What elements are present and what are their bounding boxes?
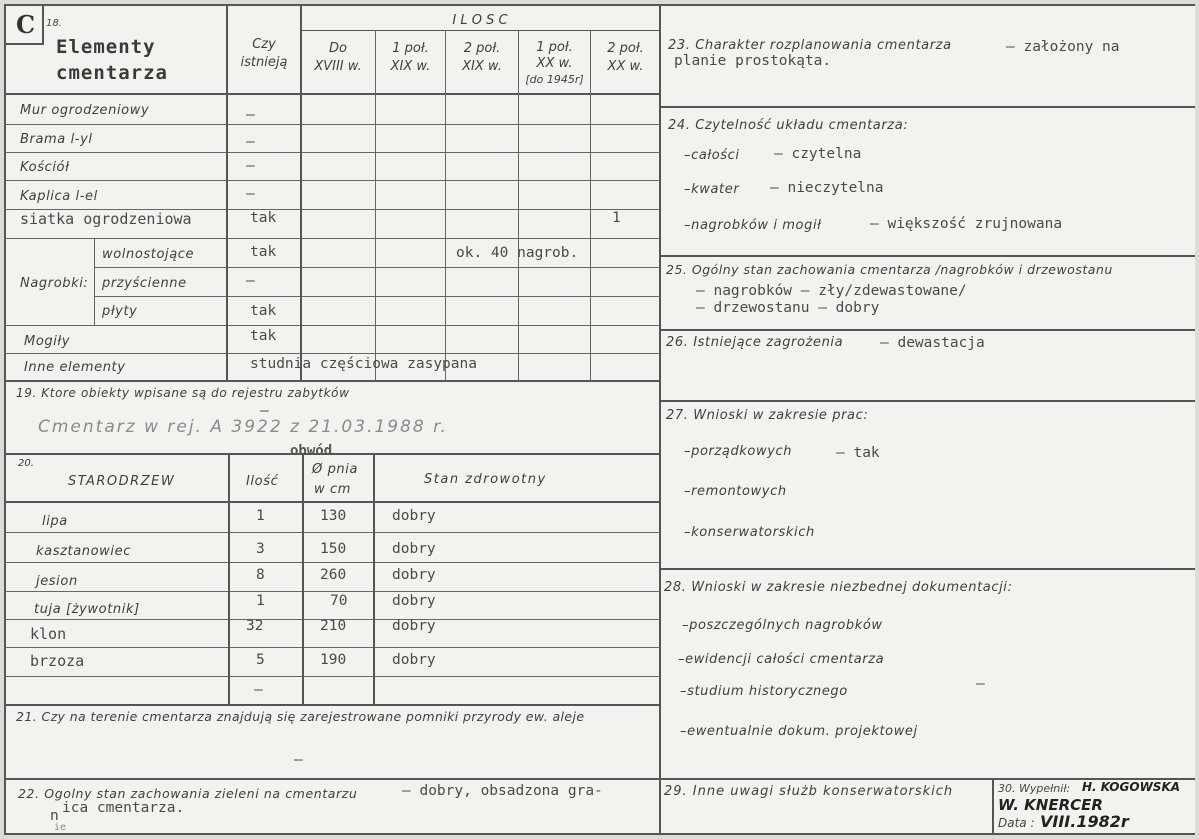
- section-number: 18.: [46, 18, 62, 29]
- grid-line: [660, 255, 1195, 257]
- tree-qty: 5: [256, 652, 265, 668]
- grid-line: [4, 532, 660, 533]
- tree-girth: 130: [320, 508, 347, 524]
- s27-remontowych: –remontowych: [684, 484, 787, 499]
- period-header: [519, 40, 590, 88]
- row-label-brama: Brama l-yl: [20, 132, 93, 147]
- row-note-wolnostojace: ok. 40 nagrob.: [456, 245, 579, 261]
- grid-line: [42, 4, 44, 44]
- tree-name: brzoza: [30, 652, 85, 670]
- grid-line: [660, 106, 1195, 108]
- tree-girth: 260: [320, 567, 347, 583]
- s24-nagrobkow-label: –nagrobków i mogił: [684, 218, 822, 233]
- grid-line: [228, 453, 230, 705]
- tree-qty: 32: [246, 618, 264, 634]
- s24-label: 24. Czytelność układu cmentarza:: [668, 118, 909, 133]
- grid-line: [4, 43, 44, 45]
- row-label-mur: Mur ogrodzeniowy: [20, 103, 150, 118]
- s21-dash: –: [294, 752, 303, 768]
- row-value-brama: –: [246, 134, 255, 150]
- row-label-przyscienne: przyścienne: [102, 276, 187, 291]
- grid-line: [4, 647, 660, 648]
- grid-line: [4, 833, 1195, 835]
- header-text: XIX w.: [462, 59, 502, 74]
- row-value-siatka: tak: [250, 210, 277, 226]
- grid-line: [94, 267, 660, 268]
- grid-line: [4, 778, 1195, 780]
- s22-value-line2a: n: [50, 808, 59, 824]
- grid-line: [660, 568, 1195, 570]
- grid-line: [4, 380, 660, 382]
- row-value-kaplica: –: [246, 186, 255, 202]
- s25-value-line1: – nagrobków – zły/zdewastowane/: [696, 283, 967, 299]
- s19-handwritten-entry: Cmentarz w rej. A 3922 z 21.03.1988 r.: [38, 417, 448, 437]
- period-header: [301, 40, 375, 76]
- s23-value-line1: – założony na: [1006, 39, 1120, 55]
- tree-qty: 3: [256, 541, 265, 557]
- row-label-kosciol: Kościół: [20, 160, 70, 175]
- tree-qty-header: Ilość: [246, 474, 279, 489]
- s27-porzadkowych-value: – tak: [836, 445, 880, 461]
- row-value-przyscienne: –: [246, 273, 255, 289]
- s27-konserwatorskich: –konserwatorskich: [684, 525, 815, 540]
- grid-line: [4, 4, 1195, 6]
- s20-number: 20.: [18, 458, 34, 469]
- grid-line: [4, 4, 6, 835]
- tree-condition: dobry: [392, 508, 436, 524]
- s30-label: 30. Wypełnił:: [998, 782, 1071, 795]
- row-value-inne: studnia częściowa zasypana: [250, 356, 477, 372]
- header-text: [do 1945r]: [525, 73, 584, 86]
- tree-girth: 150: [320, 541, 347, 557]
- grid-line: [4, 152, 660, 153]
- s24-calosci-value: – czytelna: [774, 146, 862, 162]
- tree-name: lipa: [42, 514, 68, 529]
- row-label-plyty: płyty: [102, 304, 138, 319]
- s23-label: 23. Charakter rozplanowania cmentarza: [668, 38, 952, 53]
- header-text: XVIII w.: [314, 59, 362, 74]
- period-header: [376, 40, 445, 76]
- tree-name: klon: [30, 625, 67, 643]
- header-text: XIX w.: [390, 59, 431, 74]
- grid-line: [4, 704, 660, 706]
- grid-line: [300, 30, 660, 31]
- header-text: 2 poł.: [607, 41, 644, 56]
- grid-line: [660, 329, 1195, 331]
- section-title-line1: Elementy: [56, 36, 156, 58]
- row-label-siatka: siatka ogrodzeniowa: [20, 210, 192, 228]
- row-value-plyty: tak: [250, 303, 277, 319]
- header-text: istnieją: [240, 55, 288, 70]
- grid-line: [4, 501, 660, 503]
- tree-empty-dash: –: [254, 682, 263, 698]
- row-label-mogily: Mogiły: [24, 334, 71, 349]
- s19-label: 19. Ktore obiekty wpisane są do rejestru zabytków: [16, 386, 350, 400]
- tree-name: kasztanowiec: [36, 544, 131, 559]
- tree-qty: 8: [256, 567, 265, 583]
- row-value-mogily: tak: [250, 328, 277, 344]
- grid-line: [94, 296, 660, 297]
- grid-line: [4, 591, 660, 592]
- row-label-inne: Inne elementy: [24, 360, 126, 375]
- nagrobki-group-label: Nagrobki:: [20, 276, 89, 291]
- header-text: Czy: [252, 37, 276, 52]
- tree-girth: 210: [320, 618, 347, 634]
- period-header: [446, 40, 518, 76]
- czy-istnieja-header: [228, 36, 300, 72]
- grid-line: [375, 30, 376, 381]
- grid-line: [445, 30, 446, 381]
- starodrzew-header: STARODRZEW: [68, 474, 176, 489]
- filled-by-name-1: H. KOGOWSKA: [1082, 780, 1181, 794]
- grid-line: [4, 353, 660, 354]
- grid-line: [373, 453, 375, 705]
- fill-date: VIII.1982r: [1040, 812, 1129, 831]
- header-text: XX w.: [607, 59, 644, 74]
- s26-value: – dewastacja: [880, 335, 985, 351]
- grid-line: [659, 4, 661, 835]
- row-value-mur: –: [246, 107, 255, 123]
- tree-girth: 70: [330, 593, 348, 609]
- tree-stan-header: Stan zdrowotny: [424, 472, 547, 487]
- s22-value-tail: ie: [54, 822, 67, 833]
- tree-obwod-header: obwód: [290, 443, 333, 459]
- tree-wcm-header: w cm: [314, 482, 351, 497]
- tree-girth: 190: [320, 652, 347, 668]
- s21-label: 21. Czy na terenie cmentarza znajdują się zarejestrowane pomniki przyrody ew. aleje: [16, 709, 585, 724]
- filled-by-name-2: W. KNERCER: [998, 796, 1103, 814]
- section-title-line2: cmentarza: [56, 62, 168, 84]
- header-text: 1 poł.: [392, 41, 429, 56]
- s25-value-line2: – drzewostanu – dobry: [696, 300, 880, 316]
- s28-item4: –ewentualnie dokum. projektowej: [680, 724, 918, 739]
- grid-line: [302, 453, 304, 705]
- grid-line: [4, 676, 660, 677]
- tree-condition: dobry: [392, 652, 436, 668]
- s24-kwater-label: –kwater: [684, 182, 740, 197]
- grid-line: [4, 124, 660, 125]
- s27-label: 27. Wnioski w zakresie prac:: [666, 408, 869, 423]
- s19-dash: –: [260, 403, 269, 419]
- s24-kwater-value: – nieczytelna: [770, 180, 884, 196]
- s28-item3: –studium historycznego: [680, 684, 848, 699]
- tree-condition: dobry: [392, 593, 436, 609]
- tree-name: jesion: [36, 574, 78, 589]
- tree-name: tuja [żywotnik]: [34, 602, 140, 617]
- grid-line: [4, 238, 660, 239]
- ilosc-header: I L O S C: [452, 13, 508, 28]
- s24-nagrobkow-value: – większość zrujnowana: [870, 216, 1063, 232]
- s29-label: 29. Inne uwagi służb konserwatorskich: [664, 784, 954, 799]
- period-header: [591, 40, 660, 76]
- grid-line: [660, 400, 1195, 402]
- header-text: XX w.: [536, 56, 573, 71]
- s22-label: 22. Ogolny stan zachowania zieleni na cmentarzu: [18, 786, 358, 801]
- grid-line: [94, 238, 95, 325]
- grid-line: [4, 93, 660, 95]
- tree-qty: 1: [256, 508, 265, 524]
- s24-calosci-label: –całości: [684, 148, 740, 163]
- tree-qty: 1: [256, 593, 265, 609]
- row-value-kosciol: –: [246, 158, 255, 174]
- section-letter: C: [16, 10, 36, 39]
- grid-line: [590, 30, 591, 381]
- s28-item2: –ewidencji całości cmentarza: [678, 652, 885, 667]
- tree-condition: dobry: [392, 541, 436, 557]
- s26-label: 26. Istniejące zagrożenia: [666, 335, 844, 350]
- s27-porzadkowych: –porządkowych: [684, 444, 793, 459]
- tree-condition: dobry: [392, 618, 436, 634]
- grid-line: [4, 562, 660, 563]
- tree-pnia-header: Ø pnia: [312, 462, 359, 477]
- header-text: 1 poł.: [536, 40, 573, 55]
- row-label-wolnostojace: wolnostojące: [102, 247, 195, 262]
- s25-label: 25. Ogólny stan zachowania cmentarza /nagrobków i drzewostanu: [666, 262, 1113, 277]
- grid-line: [992, 778, 994, 834]
- tree-condition: dobry: [392, 567, 436, 583]
- row-value-wolnostojace: tak: [250, 244, 277, 260]
- s22-value-line2b: ica cmentarza.: [62, 800, 185, 816]
- s28-label: 28. Wnioski w zakresie niezbednej dokumentacji:: [664, 580, 1013, 595]
- s22-value-line1: – dobry, obsadzona gra-: [402, 783, 603, 799]
- header-text: 2 poł.: [463, 41, 501, 56]
- s30-data-label: Data :: [998, 816, 1035, 830]
- s28-item1: –poszczególnych nagrobków: [682, 618, 883, 633]
- row-label-kaplica: Kaplica l-el: [20, 189, 98, 204]
- s28-dash: –: [976, 676, 985, 692]
- header-text: Do: [329, 41, 347, 56]
- row-count-siatka: 1: [612, 210, 621, 226]
- grid-line: [4, 180, 660, 181]
- grid-line: [4, 325, 660, 326]
- s23-value-line2: planie prostokąta.: [674, 53, 832, 69]
